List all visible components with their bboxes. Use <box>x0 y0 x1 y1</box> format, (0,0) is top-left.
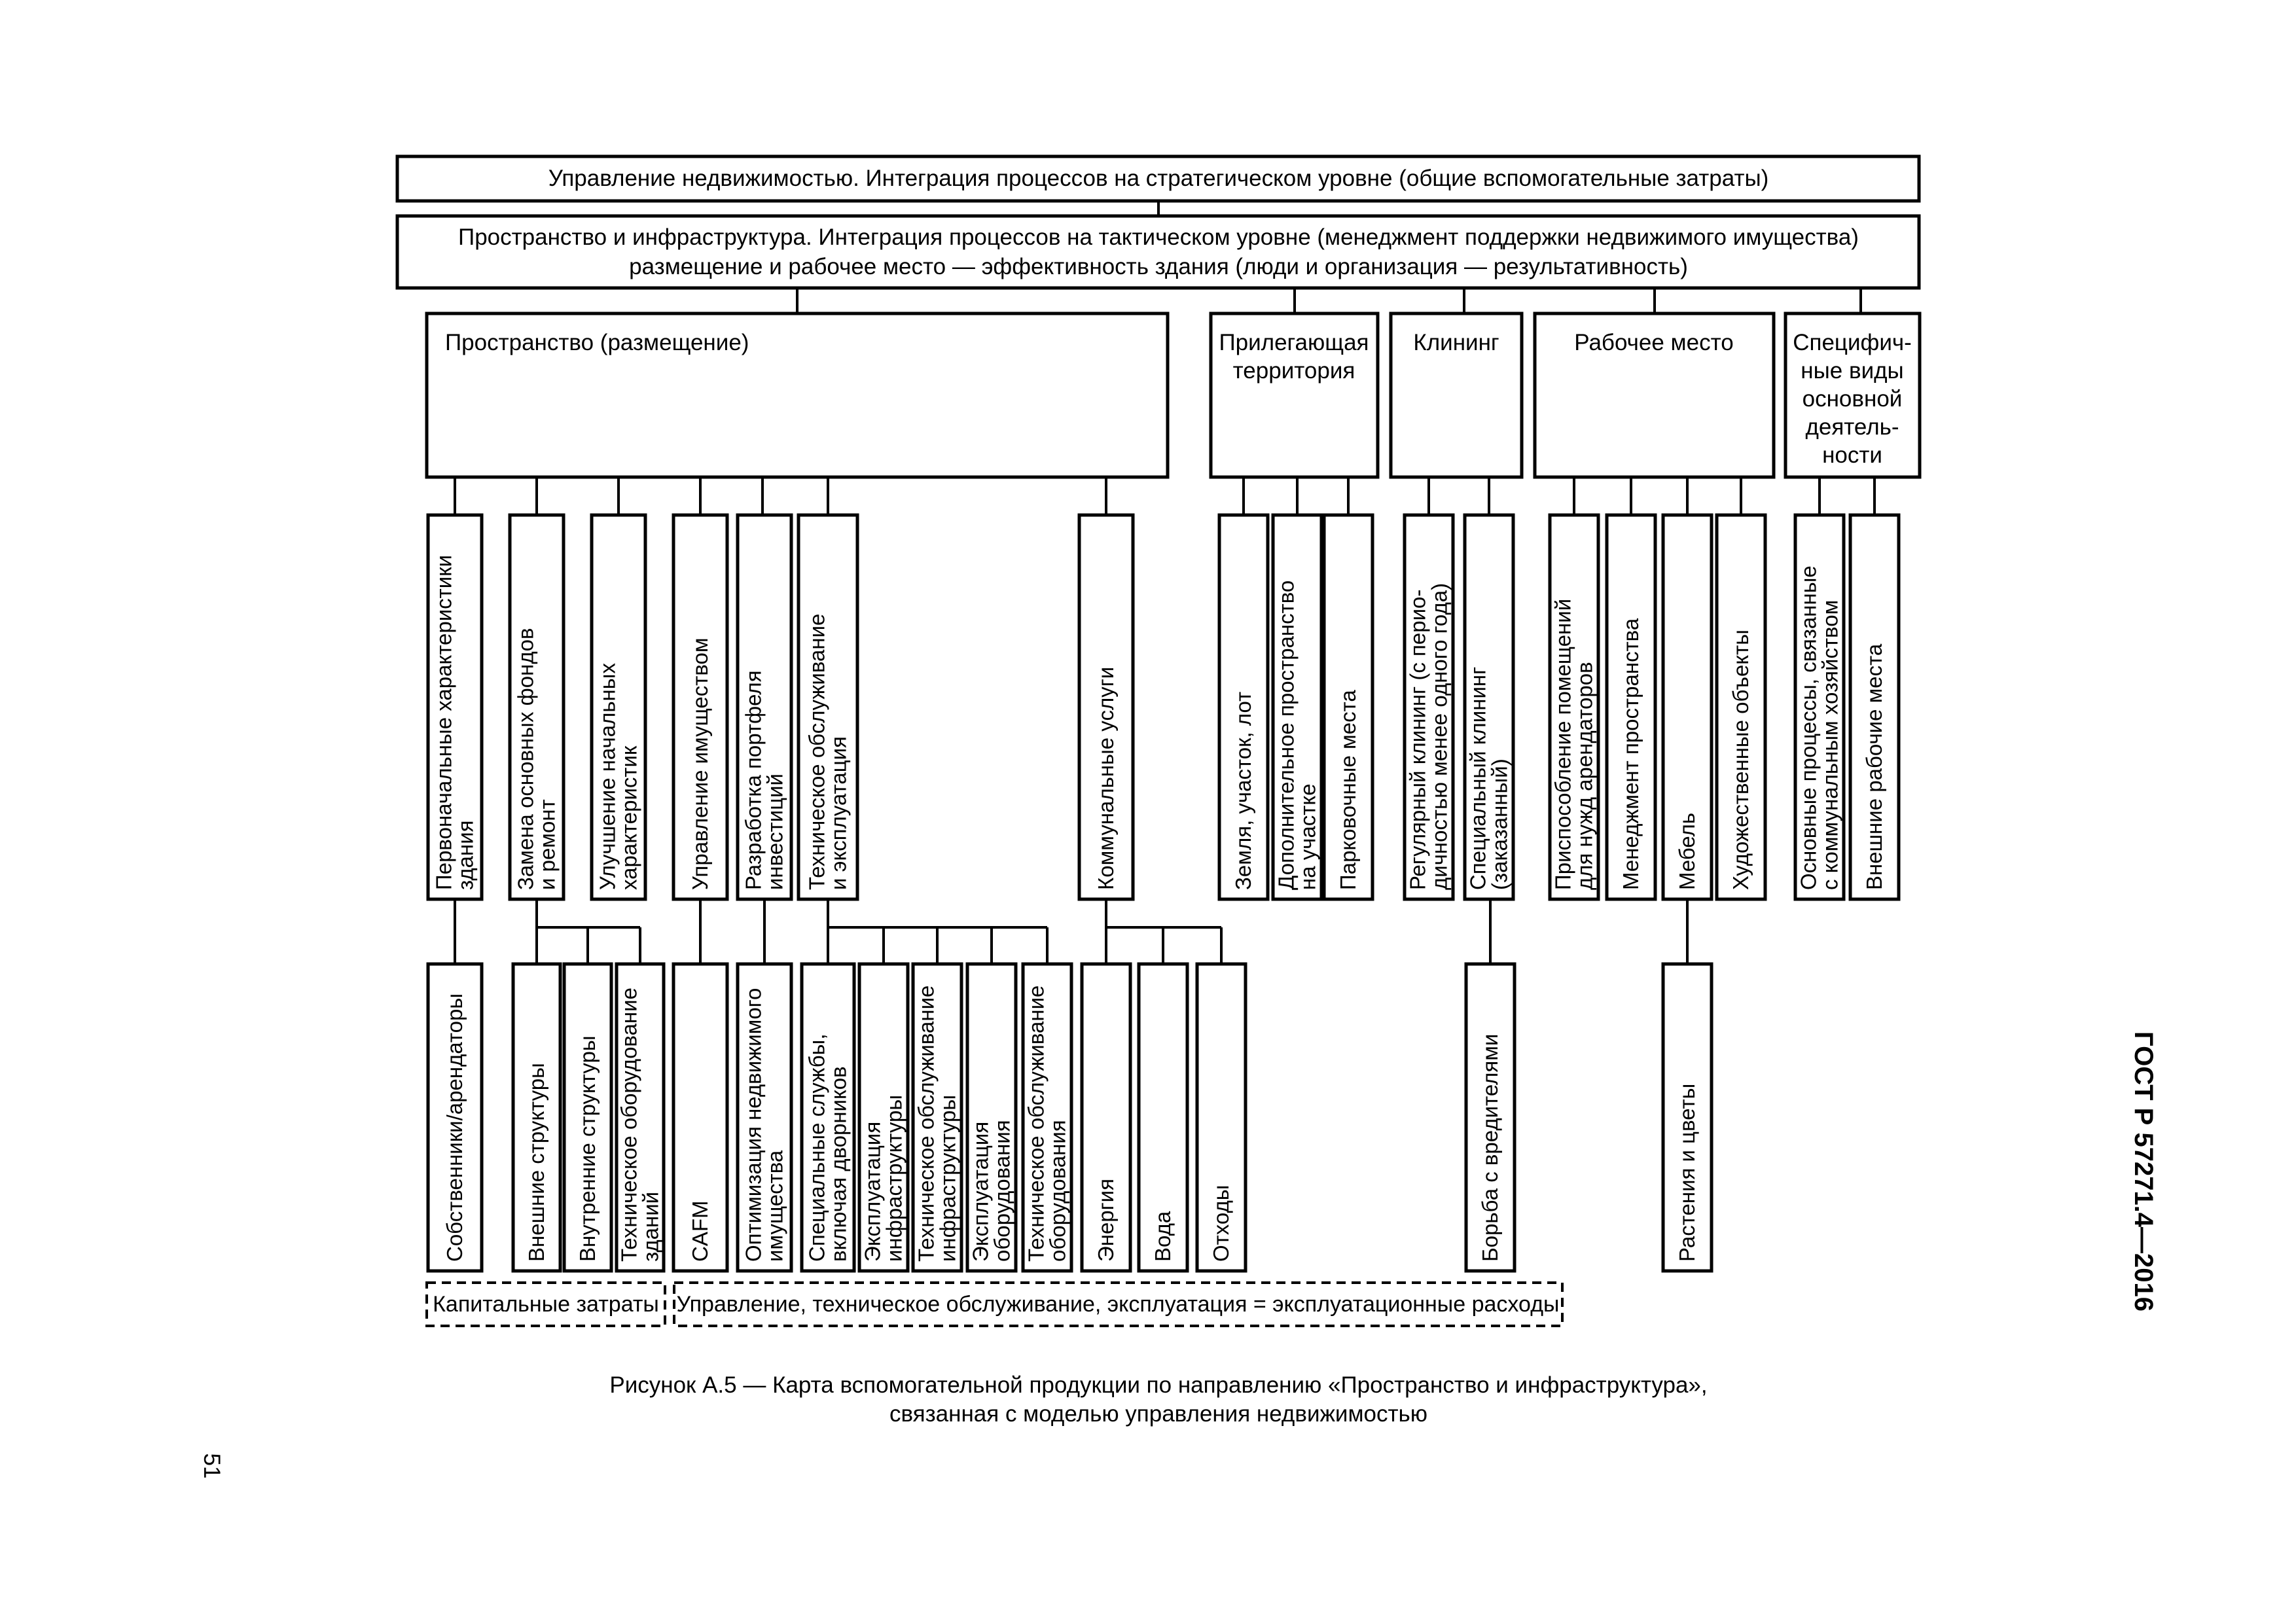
group-territory-line-1: Прилегающая <box>1219 330 1369 355</box>
level3-boxes <box>428 964 1712 1271</box>
group-workplace-label: Рабочее место <box>1574 330 1734 355</box>
level2-label: Менеджмент пространства <box>1619 618 1643 890</box>
level3-label: Техническое обслуживание <box>914 985 939 1262</box>
legend-operational-text: Управление, техническое обслуживание, эксплуатация = эксплуатационные расходы <box>676 1292 1560 1317</box>
legend-capital-text: Капитальные затраты <box>433 1292 659 1317</box>
level3-label: инфраструктуры <box>935 1094 960 1262</box>
level2-box <box>592 515 645 899</box>
level3-label: Внутренние структуры <box>575 1035 600 1262</box>
level2-label: Специальный клининг <box>1465 666 1490 890</box>
group-space-label: Пространство (размещение) <box>445 330 749 355</box>
level2-label: Художественные объекты <box>1729 630 1753 890</box>
level3-label: Растения и цветы <box>1675 1083 1699 1262</box>
page-number: 51 <box>199 1453 224 1479</box>
level2-box <box>1607 515 1655 899</box>
level3-label: CAFM <box>688 1200 712 1262</box>
group-specific-line-5: ности <box>1822 442 1882 468</box>
level3-box <box>617 964 664 1271</box>
level2-label: инвестиций <box>762 774 787 890</box>
group-specific <box>1785 313 1920 477</box>
level2-label: на участке <box>1295 783 1320 890</box>
level3-label: Техническое обслуживание <box>1024 985 1049 1262</box>
level2-label: Улучшение начальных <box>595 663 620 890</box>
level2-label: Регулярный клининг (с перио- <box>1405 589 1430 890</box>
level2-label: (заказанный) <box>1487 758 1512 890</box>
level2-box <box>1273 515 1321 899</box>
level3-box <box>802 964 854 1271</box>
level3-box <box>513 964 560 1271</box>
level2-box <box>798 515 857 899</box>
level2-box <box>1079 515 1133 899</box>
level3-label: Борьба с вредителями <box>1478 1033 1502 1262</box>
level3-label: Собственники/арендаторы <box>442 993 467 1262</box>
level2-label: Коммунальные услуги <box>1094 666 1118 890</box>
level2-boxes <box>428 515 1899 899</box>
level3-label: Энергия <box>1094 1179 1118 1262</box>
legend-operational <box>674 1283 1562 1326</box>
strategic-level-text: Управление недвижимостью. Интеграция процессов на стратегическом уровне (общие вспомогательные затраты) <box>548 166 1769 191</box>
level2-box <box>1663 515 1712 899</box>
group-cleaning <box>1391 313 1522 477</box>
level2-box <box>510 515 564 899</box>
figure-caption-line-2: связанная с моделью управления недвижимостью <box>889 1401 1428 1427</box>
level2-label: Основные процессы, связанные <box>1796 565 1821 890</box>
group-specific-line-1: Специфич- <box>1793 330 1912 355</box>
level3-box <box>564 964 611 1271</box>
level2-box <box>428 515 482 899</box>
level2-label: для нужд арендаторов <box>1572 662 1597 890</box>
level2-label: и эксплуатация <box>826 736 851 890</box>
level3-box <box>1082 964 1130 1271</box>
level2-label: Замена основных фондов <box>513 628 538 890</box>
level3-label: инфраструктуры <box>882 1094 906 1262</box>
level2-box <box>673 515 727 899</box>
level3-box <box>738 964 791 1271</box>
figure-caption-line-1: Рисунок А.5 — Карта вспомогательной продукции по направлению «Пространство и инфраструктура», <box>609 1372 1708 1398</box>
group-territory <box>1211 313 1378 477</box>
level2-label: характеристик <box>617 745 641 890</box>
level3-box <box>428 964 482 1271</box>
level2-label: Мебель <box>1675 812 1699 890</box>
strategic-level-box <box>397 156 1919 201</box>
group-workplace <box>1535 313 1774 477</box>
standard-number: ГОСТ Р 57271.4—2016 <box>2129 1031 2158 1312</box>
level2-label: Техническое обслуживание <box>804 613 829 890</box>
level2-box <box>1850 515 1899 899</box>
level3-box <box>1466 964 1515 1271</box>
level3-box <box>1023 964 1071 1271</box>
level3-label: оборудования <box>990 1120 1014 1262</box>
level3-label: Вода <box>1151 1211 1175 1262</box>
level3-label: Техническое оборудование <box>617 988 641 1262</box>
tactical-level-box <box>397 216 1919 288</box>
group-territory-line-2: территория <box>1232 358 1355 383</box>
legend-capital <box>427 1283 665 1326</box>
tactical-level-line-1: Пространство и инфраструктура. Интеграция процессов на тактическом уровне (менеджмент поддержки недвижимого имущества) <box>458 224 1859 250</box>
level3-label: Отходы <box>1209 1185 1233 1262</box>
level2-label: с коммунальным хозяйством <box>1818 599 1842 890</box>
level2-label: Парковочные места <box>1336 690 1360 890</box>
level2-label: здания <box>453 820 478 890</box>
level3-label: зданий <box>638 1191 663 1262</box>
level2-box <box>1405 515 1453 899</box>
group-specific-line-3: основной <box>1802 386 1903 412</box>
level2-label: дичностью менее одного года) <box>1427 582 1452 890</box>
level2-label: и ремонт <box>535 799 560 890</box>
level2-box <box>1717 515 1765 899</box>
level3-box <box>859 964 908 1271</box>
level2-label: Разработка портфеля <box>741 670 766 890</box>
level3-box <box>1139 964 1187 1271</box>
level2-box <box>1324 515 1372 899</box>
group-specific-line-2: ные виды <box>1801 358 1904 383</box>
level2-label: Управление имуществом <box>688 637 712 890</box>
tactical-level-line-2: размещение и рабочее место — эффективность здания (люди и организация — результативность) <box>629 254 1688 279</box>
level3-label: Оптимизация недвижимого <box>741 988 766 1262</box>
level3-box <box>1663 964 1712 1271</box>
level3-label: Специальные службы, <box>804 1033 829 1262</box>
level2-box <box>1550 515 1598 899</box>
level2-label: Земля, участок, лот <box>1231 691 1255 890</box>
level2-box <box>1219 515 1268 899</box>
level3-label: имущества <box>762 1150 787 1262</box>
level3-box <box>1197 964 1246 1271</box>
level3-box <box>967 964 1016 1271</box>
level3-label: оборудования <box>1045 1120 1070 1262</box>
group-cleaning-label: Клининг <box>1413 330 1499 355</box>
group-specific-line-4: деятель- <box>1805 414 1899 440</box>
level3-label: включая дворников <box>826 1066 851 1262</box>
level2-box <box>1795 515 1844 899</box>
level3-label: Эксплуатация <box>860 1121 885 1262</box>
level3-label: Эксплуатация <box>968 1121 993 1262</box>
level2-label: Внешние рабочие места <box>1862 643 1886 890</box>
level2-box <box>1465 515 1513 899</box>
level2-label: Дополнительное пространство <box>1274 580 1299 890</box>
level3-label: Внешние структуры <box>524 1063 548 1262</box>
level2-box <box>738 515 791 899</box>
level2-label: Приспособление помещений <box>1551 598 1575 890</box>
level2-label: Первоначальные характеристики <box>431 554 456 890</box>
level3-box <box>913 964 961 1271</box>
group-space <box>427 313 1168 477</box>
level3-box <box>673 964 727 1271</box>
